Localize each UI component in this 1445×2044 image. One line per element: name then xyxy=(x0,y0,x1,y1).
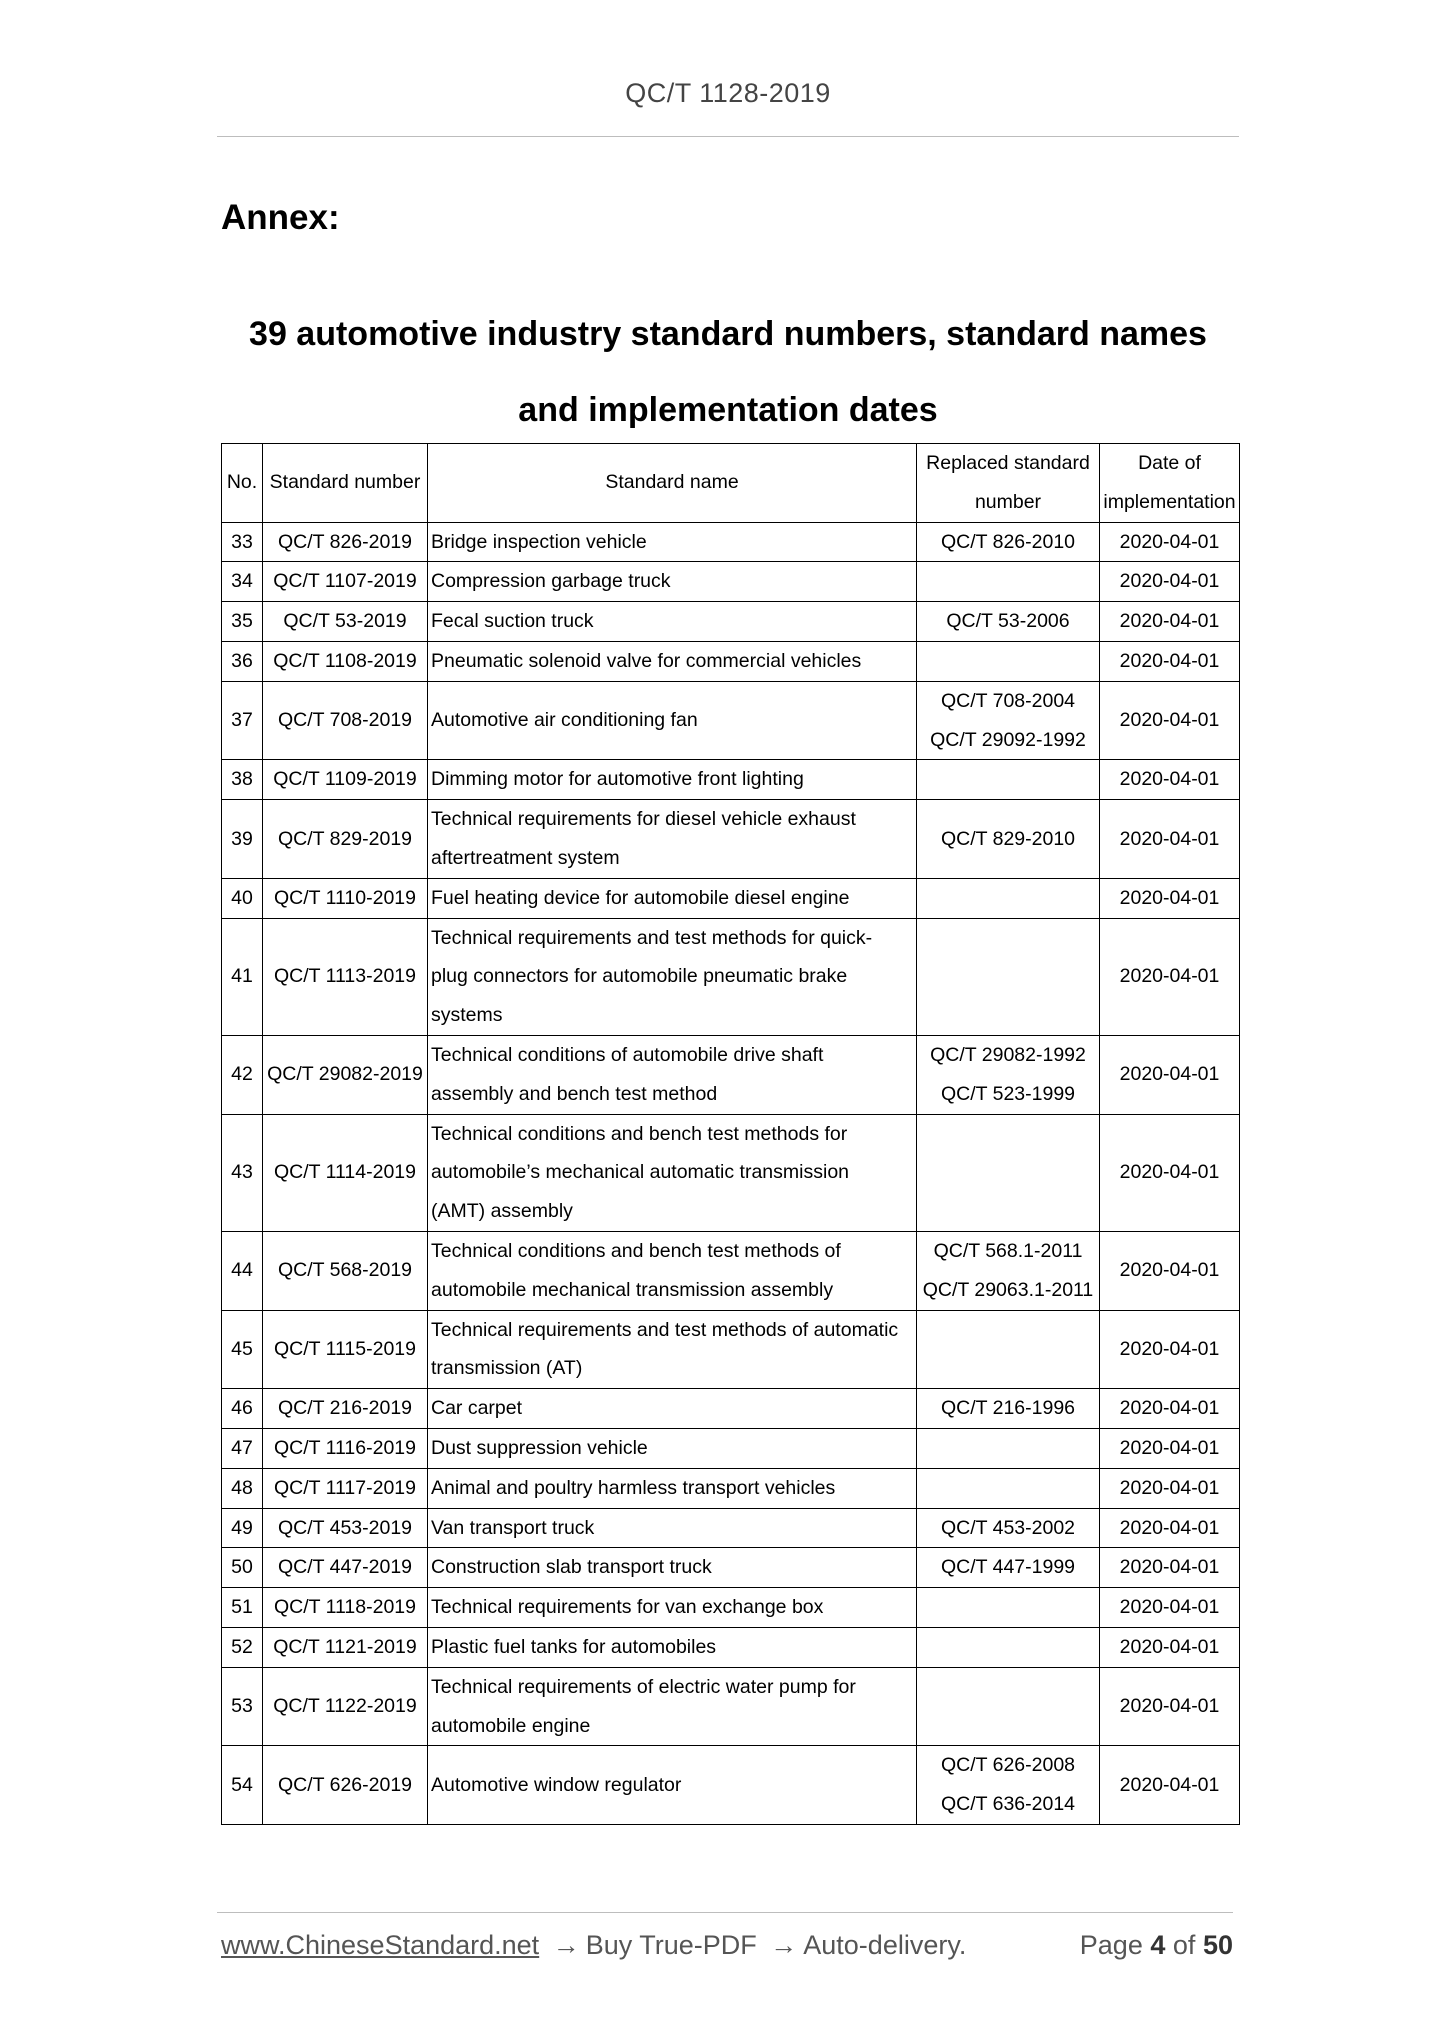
standard-name-line: Technical conditions of automobile drive shaft xyxy=(431,1043,824,1066)
replaced-number-line: QC/T 29063.1-2011 xyxy=(922,1278,1094,1301)
cell-implementation-date: 2020-04-01 xyxy=(1100,1627,1240,1667)
table-row xyxy=(222,1310,1240,1389)
standard-name-line: Technical requirements of electric water pump for xyxy=(431,1675,856,1698)
cell-implementation-date: 2020-04-01 xyxy=(1100,1588,1240,1628)
cell-standard-number: QC/T 447-2019 xyxy=(263,1548,428,1588)
cell-standard-name xyxy=(428,681,917,760)
cell-replaced-number xyxy=(917,681,1100,760)
standard-name-line: Fuel heating device for automobile diesel engine xyxy=(431,886,850,909)
document-code-header: QC/T 1128-2019 xyxy=(625,78,831,108)
standard-name-line: aftertreatment system xyxy=(431,846,620,869)
standard-name-line: Bridge inspection vehicle xyxy=(431,530,647,553)
table-row xyxy=(222,1389,1240,1429)
cell-replaced-number xyxy=(917,1746,1100,1825)
arrow-right-icon: → xyxy=(770,1930,798,1960)
table-header-row xyxy=(222,444,1240,523)
cell-no: 41 xyxy=(222,918,263,1035)
cell-no: 37 xyxy=(222,681,263,760)
cell-no: 42 xyxy=(222,1035,263,1114)
cell-replaced-number xyxy=(917,1508,1100,1548)
cell-no: 44 xyxy=(222,1231,263,1310)
col-header-implementation-date xyxy=(1100,444,1240,523)
table-row xyxy=(222,1114,1240,1231)
cell-replaced-number xyxy=(917,1627,1100,1667)
cell-no: 43 xyxy=(222,1114,263,1231)
standard-name-line: systems xyxy=(431,1004,503,1027)
cell-replaced-number xyxy=(917,1548,1100,1588)
cell-standard-name xyxy=(428,1746,917,1825)
standard-name-line: Technical conditions and bench test methods of xyxy=(431,1239,841,1262)
table-row xyxy=(222,1667,1240,1746)
cell-standard-name xyxy=(428,1508,917,1548)
page-total: 50 xyxy=(1202,1930,1233,1960)
cell-standard-name xyxy=(428,1310,917,1389)
cell-standard-name xyxy=(428,1588,917,1628)
standard-name-line: Compression garbage truck xyxy=(431,570,671,593)
table-row xyxy=(222,562,1240,602)
cell-replaced-number xyxy=(917,1468,1100,1508)
table-row xyxy=(222,878,1240,918)
cell-standard-number: QC/T 626-2019 xyxy=(263,1746,428,1825)
site-link[interactable]: www.ChineseStandard.net xyxy=(221,1930,540,1960)
cell-replaced-number xyxy=(917,1667,1100,1746)
replaced-number-line: QC/T 636-2014 xyxy=(940,1793,1076,1816)
standard-name-line: Technical requirements and test methods of automatic xyxy=(431,1318,899,1341)
col-header-replaced-line: Replaced standard xyxy=(926,452,1090,474)
cell-implementation-date: 2020-04-01 xyxy=(1100,1389,1240,1429)
cell-implementation-date: 2020-04-01 xyxy=(1100,641,1240,681)
cell-implementation-date: 2020-04-01 xyxy=(1100,522,1240,562)
standard-name-line: Automotive window regulator xyxy=(431,1773,682,1796)
cell-no: 46 xyxy=(222,1389,263,1429)
table-row xyxy=(222,1035,1240,1114)
footer-promo xyxy=(221,1930,966,1961)
page-indicator xyxy=(1080,1930,1233,1961)
cell-standard-number: QC/T 826-2019 xyxy=(263,522,428,562)
standard-name-line: Car carpet xyxy=(431,1397,523,1420)
cell-implementation-date: 2020-04-01 xyxy=(1100,1428,1240,1468)
cell-replaced-number xyxy=(917,1428,1100,1468)
cell-standard-number: QC/T 1114-2019 xyxy=(263,1114,428,1231)
table-row xyxy=(222,1231,1240,1310)
cell-standard-name xyxy=(428,522,917,562)
cell-implementation-date: 2020-04-01 xyxy=(1100,1508,1240,1548)
standard-name-line: Pneumatic solenoid valve for commercial vehicles xyxy=(431,649,862,672)
table-row xyxy=(222,1428,1240,1468)
table-row xyxy=(222,760,1240,800)
standard-name-line: Technical conditions and bench test methods for xyxy=(431,1122,848,1145)
delivery-text: Auto-delivery. xyxy=(803,1930,967,1960)
cell-standard-number: QC/T 1108-2019 xyxy=(263,641,428,681)
cell-no: 45 xyxy=(222,1310,263,1389)
cell-replaced-number xyxy=(917,522,1100,562)
table-row xyxy=(222,1468,1240,1508)
replaced-number-line: QC/T 453-2002 xyxy=(940,1516,1076,1539)
table-row xyxy=(222,1627,1240,1667)
cell-standard-number: QC/T 568-2019 xyxy=(263,1231,428,1310)
cell-no: 53 xyxy=(222,1667,263,1746)
standard-name-line: Animal and poultry harmless transport vehicles xyxy=(431,1476,836,1499)
cell-replaced-number xyxy=(917,641,1100,681)
cell-replaced-number xyxy=(917,760,1100,800)
cell-standard-name xyxy=(428,1428,917,1468)
buy-text: Buy True-PDF xyxy=(585,1930,757,1960)
standard-name-line: Automotive air conditioning fan xyxy=(431,709,698,732)
col-header-date-line: implementation xyxy=(1103,490,1236,513)
cell-standard-name xyxy=(428,1114,917,1231)
replaced-number-line: QC/T 447-1999 xyxy=(940,1556,1076,1579)
cell-standard-number: QC/T 1117-2019 xyxy=(263,1468,428,1508)
cell-implementation-date: 2020-04-01 xyxy=(1100,1667,1240,1746)
standard-name-line: automobile mechanical transmission assembly xyxy=(431,1278,834,1301)
cell-standard-number: QC/T 453-2019 xyxy=(263,1508,428,1548)
cell-no: 40 xyxy=(222,878,263,918)
replaced-number-line: QC/T 829-2010 xyxy=(940,827,1076,850)
cell-standard-number: QC/T 29082-2019 xyxy=(263,1035,428,1114)
cell-standard-name xyxy=(428,800,917,879)
cell-standard-number: QC/T 708-2019 xyxy=(263,681,428,760)
cell-replaced-number xyxy=(917,878,1100,918)
cell-replaced-number xyxy=(917,1114,1100,1231)
cell-standard-number: QC/T 1116-2019 xyxy=(263,1428,428,1468)
replaced-number-line: QC/T 29092-1992 xyxy=(930,728,1086,751)
cell-standard-name xyxy=(428,1035,917,1114)
cell-standard-number: QC/T 216-2019 xyxy=(263,1389,428,1429)
cell-implementation-date: 2020-04-01 xyxy=(1100,1114,1240,1231)
cell-standard-name xyxy=(428,760,917,800)
col-header-replaced-number xyxy=(917,444,1100,523)
standard-name-line: automobile’s mechanical automatic transmission xyxy=(431,1161,850,1184)
standard-name-line: (AMT) assembly xyxy=(431,1200,573,1223)
standard-name-line: Technical requirements and test methods for quick- xyxy=(431,926,873,949)
cell-implementation-date: 2020-04-01 xyxy=(1100,918,1240,1035)
cell-standard-number: QC/T 1107-2019 xyxy=(263,562,428,602)
col-header-standard-number: Standard number xyxy=(263,444,428,523)
standard-name-line: Plastic fuel tanks for automobiles xyxy=(431,1635,717,1658)
standard-name-line: transmission (AT) xyxy=(431,1357,583,1380)
cell-no: 38 xyxy=(222,760,263,800)
cell-implementation-date: 2020-04-01 xyxy=(1100,562,1240,602)
cell-standard-number: QC/T 1115-2019 xyxy=(263,1310,428,1389)
cell-replaced-number xyxy=(917,1035,1100,1114)
cell-standard-number: QC/T 1113-2019 xyxy=(263,918,428,1035)
standards-table xyxy=(221,443,1240,1825)
cell-no: 47 xyxy=(222,1428,263,1468)
col-header-no: No. xyxy=(222,444,263,523)
standard-name-line: assembly and bench test method xyxy=(431,1082,718,1105)
standard-name-line: Van transport truck xyxy=(431,1516,595,1539)
cell-replaced-number xyxy=(917,1231,1100,1310)
table-row xyxy=(222,1548,1240,1588)
col-header-replaced-line: number xyxy=(974,490,1042,513)
cell-standard-name xyxy=(428,1627,917,1667)
cell-implementation-date: 2020-04-01 xyxy=(1100,602,1240,642)
replaced-number-line: QC/T 626-2008 xyxy=(940,1754,1076,1777)
cell-standard-name xyxy=(428,878,917,918)
cell-standard-name xyxy=(428,1389,917,1429)
table-row xyxy=(222,602,1240,642)
replaced-number-line: QC/T 568.1-2011 xyxy=(933,1239,1083,1262)
cell-standard-number: QC/T 1110-2019 xyxy=(263,878,428,918)
cell-no: 50 xyxy=(222,1548,263,1588)
replaced-number-line: QC/T 708-2004 xyxy=(940,689,1076,712)
standard-name-line: plug connectors for automobile pneumatic brake xyxy=(431,965,848,988)
cell-standard-number: QC/T 1109-2019 xyxy=(263,760,428,800)
cell-standard-number: QC/T 53-2019 xyxy=(263,602,428,642)
page-title-line-1: 39 automotive industry standard numbers, standard names xyxy=(249,315,1207,353)
table-row xyxy=(222,1508,1240,1548)
cell-no: 35 xyxy=(222,602,263,642)
cell-no: 52 xyxy=(222,1627,263,1667)
cell-implementation-date: 2020-04-01 xyxy=(1100,760,1240,800)
page-title xyxy=(217,296,1239,448)
cell-implementation-date: 2020-04-01 xyxy=(1100,1231,1240,1310)
table-row xyxy=(222,800,1240,879)
cell-no: 39 xyxy=(222,800,263,879)
cell-standard-name xyxy=(428,1548,917,1588)
annex-heading: Annex: xyxy=(221,198,340,237)
cell-no: 33 xyxy=(222,522,263,562)
table-row xyxy=(222,1588,1240,1628)
cell-standard-name xyxy=(428,1667,917,1746)
table-row xyxy=(222,918,1240,1035)
cell-implementation-date: 2020-04-01 xyxy=(1100,1468,1240,1508)
header-divider xyxy=(217,136,1239,137)
col-header-date-line: Date of xyxy=(1138,452,1201,474)
table-row xyxy=(222,522,1240,562)
page-title-line-2: and implementation dates xyxy=(518,391,938,429)
cell-standard-name xyxy=(428,1231,917,1310)
cell-replaced-number xyxy=(917,800,1100,879)
standard-name-line: Dust suppression vehicle xyxy=(431,1436,648,1459)
cell-implementation-date: 2020-04-01 xyxy=(1100,1548,1240,1588)
standard-name-line: Technical requirements for van exchange box xyxy=(431,1596,824,1619)
table-body xyxy=(222,522,1240,1824)
cell-standard-number: QC/T 1118-2019 xyxy=(263,1588,428,1628)
cell-implementation-date: 2020-04-01 xyxy=(1100,1746,1240,1825)
arrow-right-icon: → xyxy=(552,1930,580,1960)
replaced-number-line: QC/T 53-2006 xyxy=(946,610,1070,633)
cell-standard-name xyxy=(428,641,917,681)
cell-replaced-number xyxy=(917,1389,1100,1429)
cell-no: 48 xyxy=(222,1468,263,1508)
standard-name-line: Technical requirements for diesel vehicle exhaust xyxy=(431,808,856,831)
standard-name-line: Fecal suction truck xyxy=(431,610,594,633)
col-header-standard-name: Standard name xyxy=(428,444,917,523)
cell-replaced-number xyxy=(917,918,1100,1035)
cell-no: 36 xyxy=(222,641,263,681)
cell-standard-number: QC/T 829-2019 xyxy=(263,800,428,879)
cell-replaced-number xyxy=(917,1310,1100,1389)
cell-replaced-number xyxy=(917,602,1100,642)
table-row xyxy=(222,1746,1240,1825)
cell-standard-name xyxy=(428,602,917,642)
replaced-number-line: QC/T 826-2010 xyxy=(940,530,1076,553)
replaced-number-line: QC/T 523-1999 xyxy=(940,1082,1076,1105)
page-current: 4 xyxy=(1150,1930,1166,1960)
table-row xyxy=(222,641,1240,681)
cell-no: 34 xyxy=(222,562,263,602)
cell-standard-number: QC/T 1122-2019 xyxy=(263,1667,428,1746)
standard-name-line: Construction slab transport truck xyxy=(431,1556,712,1579)
page-of: of xyxy=(1172,1930,1196,1960)
replaced-number-line: QC/T 29082-1992 xyxy=(930,1043,1086,1066)
table-row xyxy=(222,681,1240,760)
replaced-number-line: QC/T 216-1996 xyxy=(940,1397,1076,1420)
cell-standard-name xyxy=(428,918,917,1035)
cell-no: 51 xyxy=(222,1588,263,1628)
cell-standard-name xyxy=(428,1468,917,1508)
cell-implementation-date: 2020-04-01 xyxy=(1100,681,1240,760)
cell-replaced-number xyxy=(917,562,1100,602)
standard-name-line: automobile engine xyxy=(431,1714,591,1737)
page-label: Page xyxy=(1079,1930,1143,1960)
cell-no: 54 xyxy=(222,1746,263,1825)
cell-implementation-date: 2020-04-01 xyxy=(1100,878,1240,918)
cell-implementation-date: 2020-04-01 xyxy=(1100,1035,1240,1114)
standard-name-line: Dimming motor for automotive front lighting xyxy=(431,768,804,791)
cell-replaced-number xyxy=(917,1588,1100,1628)
cell-standard-name xyxy=(428,562,917,602)
footer-divider xyxy=(217,1912,1233,1913)
cell-standard-number: QC/T 1121-2019 xyxy=(263,1627,428,1667)
cell-no: 49 xyxy=(222,1508,263,1548)
cell-implementation-date: 2020-04-01 xyxy=(1100,1310,1240,1389)
cell-implementation-date: 2020-04-01 xyxy=(1100,800,1240,879)
